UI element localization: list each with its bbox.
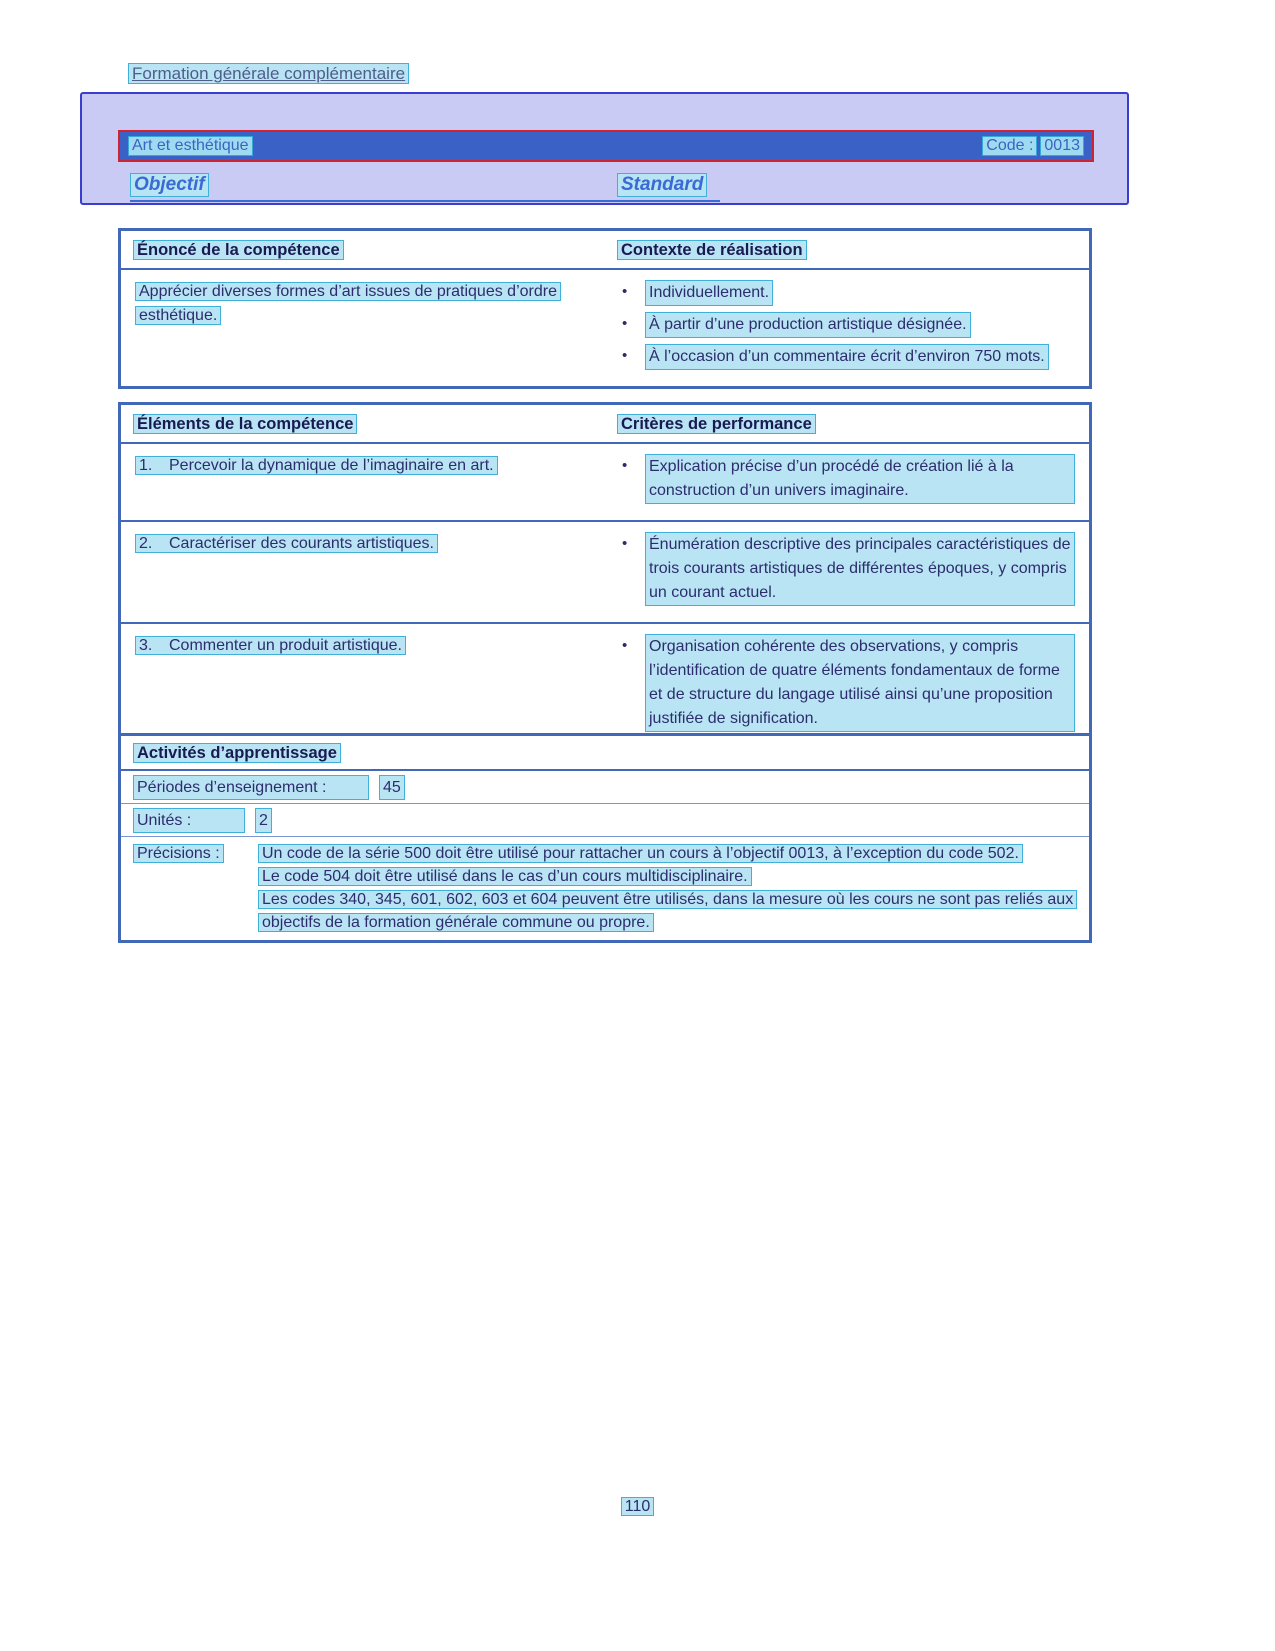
activites-table — [118, 733, 1092, 943]
page-number — [0, 1498, 1275, 1516]
critere-text: Explication précise d’un procédé de création lié à la construction d’un univers imaginaire. — [645, 454, 1075, 504]
element-number: 2. — [139, 535, 153, 552]
enonce-table-body — [121, 270, 1089, 386]
unites-row — [121, 804, 1089, 837]
enonce-header-cell — [121, 231, 605, 268]
element-text — [135, 636, 406, 655]
precision-item — [258, 865, 1077, 888]
bullet-icon: • — [622, 347, 628, 364]
bullet-icon: • — [622, 457, 628, 474]
course-banner — [118, 130, 1094, 162]
competence-cell — [121, 270, 605, 386]
periodes-value: 45 — [379, 775, 405, 800]
document-header-text: Formation générale complémentaire — [128, 63, 409, 84]
critere-cell — [605, 522, 1089, 622]
element-number: 1. — [139, 457, 153, 474]
standard-heading: Standard — [617, 173, 707, 197]
critere-cell — [605, 624, 1089, 749]
objective-standard-row — [130, 176, 720, 202]
unites-label: Unités : — [133, 808, 245, 833]
course-title: Art et esthétique — [128, 136, 253, 156]
critere-item — [619, 532, 1075, 606]
course-code-label: Code : — [982, 136, 1037, 156]
precision-text: Le code 504 doit être utilisé dans le cas d’un cours multidisciplinaire. — [258, 867, 752, 886]
precisions-label-col — [133, 842, 258, 865]
precision-item — [258, 842, 1077, 865]
element-label: Commenter un produit artistique. — [169, 637, 402, 654]
bullet-icon: • — [622, 637, 628, 654]
critere-item — [619, 454, 1075, 504]
element-label: Caractériser des courants artistiques. — [169, 535, 434, 552]
contexte-item — [619, 312, 1075, 338]
bullet-icon: • — [622, 535, 628, 552]
element-row — [121, 444, 1089, 520]
enonce-table — [118, 228, 1092, 389]
precisions-body — [258, 842, 1077, 934]
element-text — [135, 534, 438, 553]
contexte-cell — [605, 270, 1089, 386]
elements-header-text: Éléments de la compétence — [133, 414, 357, 434]
contexte-item-text: Individuellement. — [645, 280, 773, 306]
objectif-heading: Objectif — [130, 173, 209, 197]
elements-table — [118, 402, 1092, 752]
critere-item — [619, 634, 1075, 732]
unites-value: 2 — [255, 808, 272, 833]
activites-header — [121, 736, 1089, 771]
contexte-item-text: À l’occasion d’un commentaire écrit d’environ 750 mots. — [645, 344, 1049, 370]
precision-item — [258, 888, 1077, 934]
objective-box — [80, 92, 1129, 205]
course-code-value: 0013 — [1040, 136, 1084, 156]
precisions-label: Précisions : — [133, 844, 224, 863]
bullet-icon: • — [622, 315, 628, 332]
course-code — [982, 136, 1084, 156]
precision-text: Un code de la série 500 doit être utilisé pour rattacher un cours à l’objectif 0013, à l’exception du code 502. — [258, 844, 1023, 863]
precisions-row — [121, 837, 1089, 940]
element-row — [121, 520, 1089, 622]
element-cell — [121, 624, 605, 749]
critere-cell — [605, 444, 1089, 520]
contexte-item — [619, 280, 1075, 306]
bullet-icon: • — [622, 283, 628, 300]
element-number: 3. — [139, 637, 153, 654]
page-number-text: 110 — [621, 1497, 655, 1516]
contexte-header-cell — [605, 231, 1089, 268]
activites-header-text: Activités d’apprentissage — [133, 743, 341, 763]
contexte-item-text: À partir d’une production artistique désignée. — [645, 312, 971, 338]
periodes-label: Périodes d’enseignement : — [133, 775, 369, 800]
elements-table-header — [121, 405, 1089, 444]
critere-text: Organisation cohérente des observations, y compris l’identification de quatre éléments fondamentaux de forme et de structure du langage utilisé ainsi qu’une proposition justifiée de signification. — [645, 634, 1075, 732]
precision-text: Les codes 340, 345, 601, 602, 603 et 604 peuvent être utilisés, dans la mesure où les cours ne sont pas reliés aux objectifs de la formation générale commune ou propre. — [258, 890, 1077, 932]
element-label: Percevoir la dynamique de l’imaginaire en art. — [169, 457, 494, 474]
enonce-table-header — [121, 231, 1089, 270]
critere-text: Énumération descriptive des principales caractéristiques de trois courants artistiques de différentes époques, y compris un courant actuel. — [645, 532, 1075, 606]
document-header — [128, 64, 409, 84]
enonce-header-text: Énoncé de la compétence — [133, 240, 344, 260]
criteres-header-cell — [605, 405, 1089, 442]
element-cell — [121, 522, 605, 622]
criteres-header-text: Critères de performance — [617, 414, 816, 434]
contexte-header-text: Contexte de réalisation — [617, 240, 807, 260]
periodes-row — [121, 771, 1089, 804]
elements-header-cell — [121, 405, 605, 442]
element-text — [135, 456, 498, 475]
contexte-item — [619, 344, 1075, 370]
element-cell — [121, 444, 605, 520]
competence-text: Apprécier diverses formes d’art issues de pratiques d’ordre esthétique. — [135, 282, 561, 325]
element-row — [121, 622, 1089, 749]
